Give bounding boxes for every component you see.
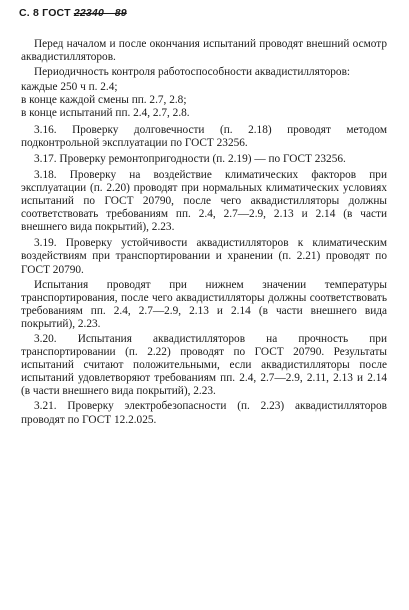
standard-code: 22340—89 xyxy=(73,7,127,19)
clause-3-19: 3.19. Проверку устойчивости аквадистилляторов к климатическим воздействиям при транспортировании и хранении (п. 2.21) проводят по ГОСТ 20790. xyxy=(21,237,387,276)
paragraph-inspection: Перед началом и после окончания испытаний проводят внешний осмотр аквадистилляторов. xyxy=(21,38,387,64)
list-item-shift-end: в конце каждой смены пп. 2.7, 2.8; xyxy=(21,94,187,107)
header-prefix: С. 8 ГОСТ xyxy=(19,7,74,19)
page-header xyxy=(19,7,127,19)
paragraph-periodicity: Периодичность контроля работоспособности аквадистилляторов: xyxy=(34,66,351,79)
list-item-250h: каждые 250 ч п. 2.4; xyxy=(21,81,118,94)
paragraph-lower-temperature: Испытания проводят при нижнем значении температуры транспортирования, после чего аквадистилляторы должны соответствовать требованиям пп. 2.4, 2.7—2.9, 2.13 и 2.14 (в части внешнего вида покрытий), 2.23. xyxy=(21,278,387,330)
list-item-test-end: в конце испытаний пп. 2.4, 2.7, 2.8. xyxy=(21,107,190,120)
clause-3-20: 3.20. Испытания аквадистилляторов на прочность при транспортировании (п. 2.22) проводят по ГОСТ 20790. Результаты испытаний считают положительными, если аквадистилляторы после испытаний удовлетворяют требованиям пп. 2.4, 2.7—2.9, 2.11, 2.13 и 2.14 (в части внешнего вида покрытий), 2.23. xyxy=(21,332,387,398)
clause-3-18: 3.18. Проверку на воздействие климатических факторов при эксплуатации (п. 2.20) проводят при нормальных климатических условиях испытаний по ГОСТ 20790, после чего аквадистилляторы должны соответствовать требованиям пп. 2.4, 2.7—2.9, 2.13 и 2.14 (в части внешнего вида покрытий), 2.23. xyxy=(21,168,387,234)
clause-3-21: 3.21. Проверку электробезопасности (п. 2.23) аквадистилляторов проводят по ГОСТ 12.2.025. xyxy=(21,400,387,426)
document-body xyxy=(21,38,387,427)
clause-3-16: 3.16. Проверку долговечности (п. 2.18) проводят методом подконтрольной эксплуатации по ГОСТ 23256. xyxy=(21,123,387,149)
clause-3-17: 3.17. Проверку ремонтопригодности (п. 2.19) — по ГОСТ 23256. xyxy=(34,152,346,165)
